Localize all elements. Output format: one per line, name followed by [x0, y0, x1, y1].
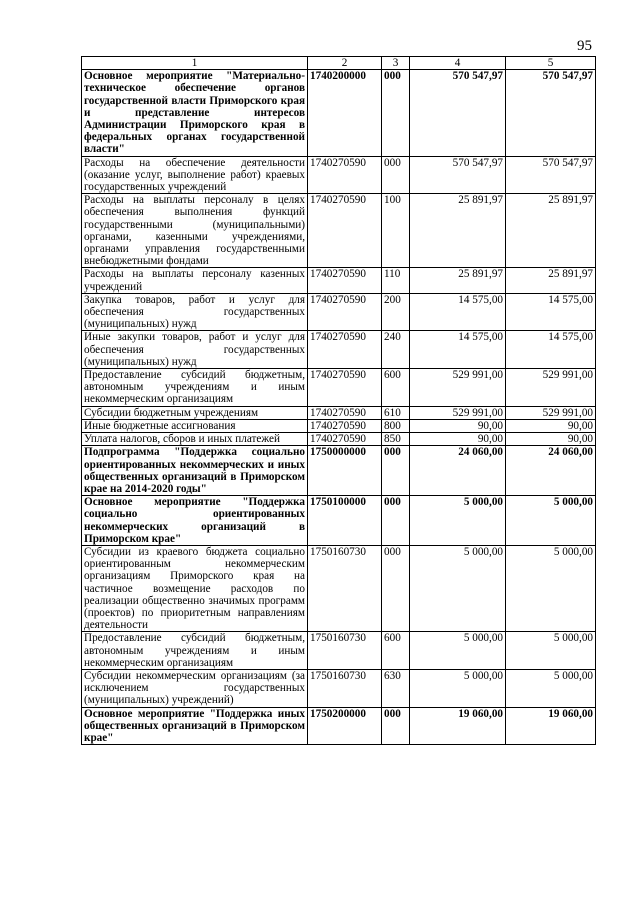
row-value-2020-cell: 570 547,97: [506, 156, 596, 194]
row-code-cell: 1740270590: [308, 268, 382, 293]
table-row: [82, 446, 596, 496]
row-code-cell: 1740270590: [308, 194, 382, 268]
row-value-2019-cell: 14 575,00: [410, 331, 506, 369]
row-expense-type-cell: 000: [382, 496, 410, 546]
header-cell-5: 5: [506, 57, 596, 70]
row-value-2020-cell: 5 000,00: [506, 496, 596, 546]
table-row: [82, 268, 596, 293]
table-row: [82, 419, 596, 432]
row-expense-type-cell: 100: [382, 194, 410, 268]
row-code-cell: 1750100000: [308, 496, 382, 546]
row-value-2020-cell: 5 000,00: [506, 545, 596, 631]
row-name-cell: Иные закупки товаров, работ и услуг для обеспечения государственных (муниципальных) нужд: [82, 331, 308, 369]
header-row: [82, 57, 596, 70]
row-value-2020-cell: 90,00: [506, 419, 596, 432]
row-value-2019-cell: 25 891,97: [410, 268, 506, 293]
row-expense-type-cell: 610: [382, 406, 410, 419]
table-row: [82, 331, 596, 369]
row-value-2019-cell: 25 891,97: [410, 194, 506, 268]
row-value-2020-cell: 25 891,97: [506, 194, 596, 268]
table-row: [82, 194, 596, 268]
row-name-cell: Основное мероприятие "Поддержка иных общественных организаций в Приморском крае": [82, 707, 308, 745]
header-cell-2: 2: [308, 57, 382, 70]
row-value-2019-cell: 5 000,00: [410, 496, 506, 546]
row-code-cell: 1740270590: [308, 433, 382, 446]
row-value-2019-cell: 24 060,00: [410, 446, 506, 496]
row-code-cell: 1750160730: [308, 669, 382, 707]
row-expense-type-cell: 000: [382, 707, 410, 745]
row-code-cell: 1750160730: [308, 545, 382, 631]
row-value-2019-cell: 5 000,00: [410, 632, 506, 670]
row-name-cell: Предоставление субсидий бюджетным, автономным учреждениям и иным некоммерческим организациям: [82, 632, 308, 670]
table-row: [82, 433, 596, 446]
table-row: [82, 406, 596, 419]
row-name-cell: Основное мероприятие "Материально-техническое обеспечение органов государственной власти Приморского края и представление интересов Администрации Приморского края в федеральных органах государственной власти": [82, 70, 308, 156]
row-code-cell: 1740270590: [308, 156, 382, 194]
row-value-2020-cell: 570 547,97: [506, 70, 596, 156]
header-cell-4: 4: [410, 57, 506, 70]
row-value-2019-cell: 5 000,00: [410, 669, 506, 707]
table-row: [82, 293, 596, 331]
row-code-cell: 1750160730: [308, 632, 382, 670]
page-number: 95: [577, 38, 592, 54]
table-row: [82, 669, 596, 707]
row-name-cell: Уплата налогов, сборов и иных платежей: [82, 433, 308, 446]
row-code-cell: 1740200000: [308, 70, 382, 156]
row-name-cell: Подпрограмма "Поддержка социально ориентированных некоммерческих и иных общественных организаций в Приморском крае на 2014-2020 годы": [82, 446, 308, 496]
row-expense-type-cell: 240: [382, 331, 410, 369]
table-row: [82, 545, 596, 631]
table-body: [82, 70, 596, 745]
row-expense-type-cell: 110: [382, 268, 410, 293]
budget-table: [81, 56, 596, 745]
row-expense-type-cell: 600: [382, 632, 410, 670]
row-value-2019-cell: 90,00: [410, 433, 506, 446]
row-value-2020-cell: 19 060,00: [506, 707, 596, 745]
table-row: [82, 369, 596, 407]
row-value-2020-cell: 14 575,00: [506, 293, 596, 331]
table-row: [82, 70, 596, 156]
row-name-cell: Иные бюджетные ассигнования: [82, 419, 308, 432]
header-cell-1: 1: [82, 57, 308, 70]
row-expense-type-cell: 600: [382, 369, 410, 407]
row-name-cell: Закупка товаров, работ и услуг для обеспечения государственных (муниципальных) нужд: [82, 293, 308, 331]
row-value-2020-cell: 90,00: [506, 433, 596, 446]
table-row: [82, 707, 596, 745]
row-name-cell: Предоставление субсидий бюджетным, автономным учреждениям и иным некоммерческим организациям: [82, 369, 308, 407]
row-name-cell: Расходы на выплаты персоналу в целях обеспечения выполнения функций государственными (муниципальными) органами, казенными учреждениями, органами управления государственными внебюджетными фондами: [82, 194, 308, 268]
row-value-2019-cell: 19 060,00: [410, 707, 506, 745]
header-cell-3: 3: [382, 57, 410, 70]
row-expense-type-cell: 200: [382, 293, 410, 331]
row-code-cell: 1740270590: [308, 331, 382, 369]
row-expense-type-cell: 630: [382, 669, 410, 707]
row-expense-type-cell: 800: [382, 419, 410, 432]
table-row: [82, 156, 596, 194]
row-name-cell: Субсидии из краевого бюджета социально ориентированным некоммерческим организациям Приморского края на частичное возмещение расходов по реализации общественно значимых программ (проектов) по приоритетным направлениям деятельности: [82, 545, 308, 631]
row-name-cell: Основное мероприятие "Поддержка социально ориентированных некоммерческих организаций в Приморском крае": [82, 496, 308, 546]
row-value-2020-cell: 5 000,00: [506, 669, 596, 707]
row-expense-type-cell: 000: [382, 70, 410, 156]
row-expense-type-cell: 000: [382, 156, 410, 194]
row-value-2019-cell: 570 547,97: [410, 70, 506, 156]
table-row: [82, 632, 596, 670]
row-value-2020-cell: 5 000,00: [506, 632, 596, 670]
table-row: [82, 496, 596, 546]
row-code-cell: 1740270590: [308, 369, 382, 407]
row-value-2020-cell: 24 060,00: [506, 446, 596, 496]
row-value-2019-cell: 570 547,97: [410, 156, 506, 194]
row-code-cell: 1740270590: [308, 406, 382, 419]
row-expense-type-cell: 850: [382, 433, 410, 446]
row-value-2019-cell: 5 000,00: [410, 545, 506, 631]
row-value-2019-cell: 529 991,00: [410, 369, 506, 407]
row-expense-type-cell: 000: [382, 446, 410, 496]
row-code-cell: 1740270590: [308, 419, 382, 432]
row-name-cell: Расходы на обеспечение деятельности (оказание услуг, выполнение работ) краевых государственных учреждений: [82, 156, 308, 194]
row-value-2020-cell: 14 575,00: [506, 331, 596, 369]
row-value-2019-cell: 14 575,00: [410, 293, 506, 331]
row-name-cell: Субсидии бюджетным учреждениям: [82, 406, 308, 419]
row-value-2019-cell: 90,00: [410, 419, 506, 432]
row-value-2020-cell: 25 891,97: [506, 268, 596, 293]
row-name-cell: Субсидии некоммерческим организациям (за исключением государственных (муниципальных) учреждений): [82, 669, 308, 707]
row-code-cell: 1750000000: [308, 446, 382, 496]
row-name-cell: Расходы на выплаты персоналу казенных учреждений: [82, 268, 308, 293]
row-value-2020-cell: 529 991,00: [506, 369, 596, 407]
row-value-2019-cell: 529 991,00: [410, 406, 506, 419]
row-code-cell: 1740270590: [308, 293, 382, 331]
row-code-cell: 1750200000: [308, 707, 382, 745]
row-expense-type-cell: 000: [382, 545, 410, 631]
row-value-2020-cell: 529 991,00: [506, 406, 596, 419]
